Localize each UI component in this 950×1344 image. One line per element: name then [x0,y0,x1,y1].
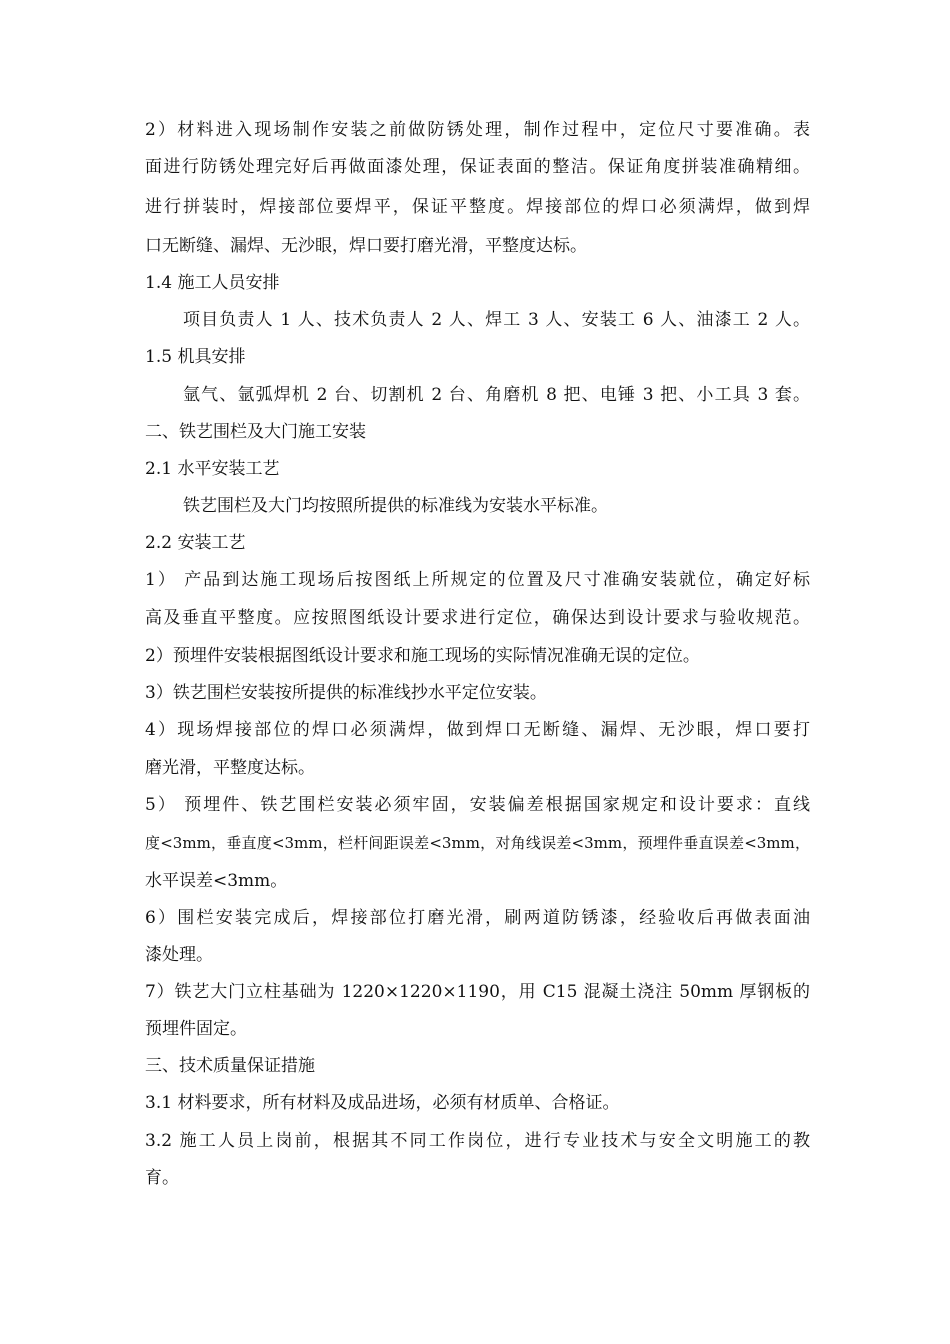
paragraph-line: 项目负责人 1 人、技术负责人 2 人、焊工 3 人、安装工 6 人、油漆工 2 人。 [183,310,810,330]
chapter-heading: 二、铁艺围栏及大门施工安装 [145,422,366,442]
section-heading: 2.1 水平安装工艺 [145,459,280,479]
paragraph-line: 3.2 施工人员上岗前，根据其不同工作岗位，进行专业技术与安全文明施工的教 [145,1131,810,1151]
paragraph-line: 2）预埋件安装根据图纸设计要求和施工现场的实际情况准确无误的定位。 [145,646,700,666]
paragraph-line: 4）现场焊接部位的焊口必须满焊，做到焊口无断缝、漏焊、无沙眼，焊口要打 [145,720,810,740]
paragraph-line: 水平误差<3mm。 [145,871,288,891]
paragraph-line: 7）铁艺大门立柱基础为 1220×1220×1190，用 C15 混凝土浇注 50mm 厚钢板的 [145,982,810,1002]
paragraph-line: 1） 产品到达施工现场后按图纸上所规定的位置及尺寸准确安装就位，确定好标 [145,570,810,590]
section-heading: 1.5 机具安排 [145,347,246,367]
chapter-heading: 三、技术质量保证措施 [145,1056,315,1076]
section-heading: 1.4 施工人员安排 [145,273,280,293]
paragraph-line: 磨光滑，平整度达标。 [145,758,315,778]
paragraph-line: 度<3mm，垂直度<3mm，栏杆间距误差<3mm，对角线误差<3mm，预埋件垂直误差<3mm， [145,834,810,852]
paragraph-line: 面进行防锈处理完好后再做面漆处理，保证表面的整洁。保证角度拼装准确精细。 [145,157,810,177]
paragraph-line: 3）铁艺围栏安装按所提供的标准线抄水平定位安装。 [145,683,547,703]
paragraph-line: 口无断缝、漏焊、无沙眼，焊口要打磨光滑，平整度达标。 [145,236,587,256]
paragraph-line: 3.1 材料要求，所有材料及成品进场，必须有材质单、合格证。 [145,1093,620,1113]
paragraph-line: 2）材料进入现场制作安装之前做防锈处理，制作过程中，定位尺寸要准确。表 [145,120,810,140]
section-heading: 2.2 安装工艺 [145,533,246,553]
paragraph-line: 铁艺围栏及大门均按照所提供的标准线为安装水平标准。 [183,496,608,516]
paragraph-line: 预埋件固定。 [145,1019,247,1039]
paragraph-line: 6）围栏安装完成后，焊接部位打磨光滑，刷两道防锈漆，经验收后再做表面油 [145,908,810,928]
paragraph-line: 高及垂直平整度。应按照图纸设计要求进行定位，确保达到设计要求与验收规范。 [145,608,810,628]
paragraph-line: 5） 预埋件、铁艺围栏安装必须牢固，安装偏差根据国家规定和设计要求：直线 [145,795,810,815]
paragraph-line: 育。 [145,1168,179,1188]
paragraph-line: 漆处理。 [145,945,213,965]
paragraph-line: 氩气、氩弧焊机 2 台、切割机 2 台、角磨机 8 把、电锤 3 把、小工具 3 套。 [183,385,810,405]
paragraph-line: 进行拼装时，焊接部位要焊平，保证平整度。焊接部位的焊口必须满焊，做到焊 [145,197,810,217]
